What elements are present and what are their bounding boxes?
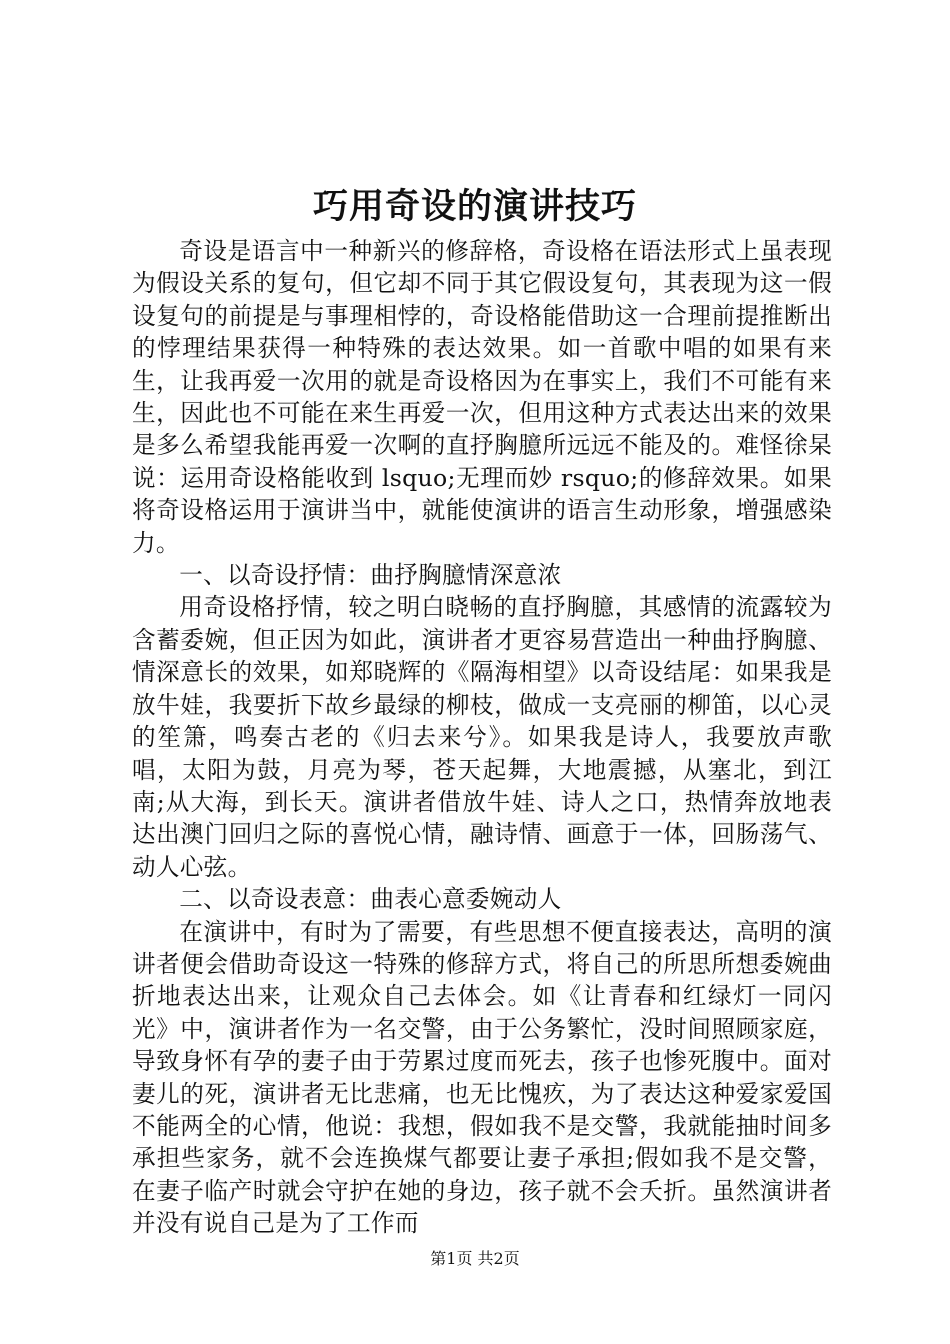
page-number: 第1页 共2页 <box>430 1249 520 1268</box>
document-body <box>132 235 832 1240</box>
paragraph-section-1: 用奇设格抒情，较之明白晓畅的直抒胸臆，其感情的流露较为含蓄委婉，但正因为如此，演讲者才更容易营造出一种曲抒胸臆、情深意长的效果，如郑晓辉的《隔海相望》以奇设结尾：如果我是放牛娃，我要折下故乡最绿的柳枝，做成一支亮丽的柳笛，以心灵的笙箫，鸣奏古老的《归去来兮》。如果我是诗人，我要放声歌唱，太阳为鼓，月亮为琴，苍天起舞，大地震撼，从塞北，到江南;从大海，到长天。演讲者借放牛娃、诗人之口，热情奔放地表达出澳门回归之际的喜悦心情，融诗情、画意于一体，回肠荡气、动人心弦。 <box>132 593 832 881</box>
paragraph-intro: 奇设是语言中一种新兴的修辞格，奇设格在语法形式上虽表现为假设关系的复句，但它却不同于其它假设复句，其表现为这一假设复句的前提是与事理相悖的，奇设格能借助这一合理前提推断出的悖理结果获得一种特殊的表达效果。如一首歌中唱的如果有来生，让我再爱一次用的就是奇设格因为在事实上，我们不可能有来生，因此也不可能在来生再爱一次，但用这种方式表达出来的效果是多么希望我能再爱一次啊的直抒胸臆所远远不能及的。难怪徐杲说：运用奇设格能收到 lsquo;无理而妙 rsquo;的修辞效果。如果将奇设格运用于演讲当中，就能使演讲的语言生动形象，增强感染力。 <box>132 237 832 557</box>
section-heading-1: 一、以奇设抒情：曲抒胸臆情深意浓 <box>179 561 562 590</box>
paragraph-section-2: 在演讲中，有时为了需要，有些思想不便直接表达，高明的演讲者便会借助奇设这一特殊的修辞方式，将自己的所思所想委婉曲折地表达出来，让观众自己去体会。如《让青春和红绿灯一同闪光》中，演讲者作为一名交警，由于公务繁忙，没时间照顾家庭，导致身怀有孕的妻子由于劳累过度而死去，孩子也惨死腹中。面对妻儿的死，演讲者无比悲痛，也无比愧疚，为了表达这种爱家爱国不能两全的心情，他说：我想，假如我不是交警，我就能抽时间多承担些家务，就不会连换煤气都要让妻子承担;假如我不是交警，在妻子临产时就会守护在她的身边，孩子就不会夭折。虽然演讲者并没有说自己是为了工作而 <box>132 917 832 1238</box>
document-title: 巧用奇设的演讲技巧 <box>312 186 637 227</box>
section-heading-2: 二、以奇设表意：曲表心意委婉动人 <box>179 885 562 914</box>
